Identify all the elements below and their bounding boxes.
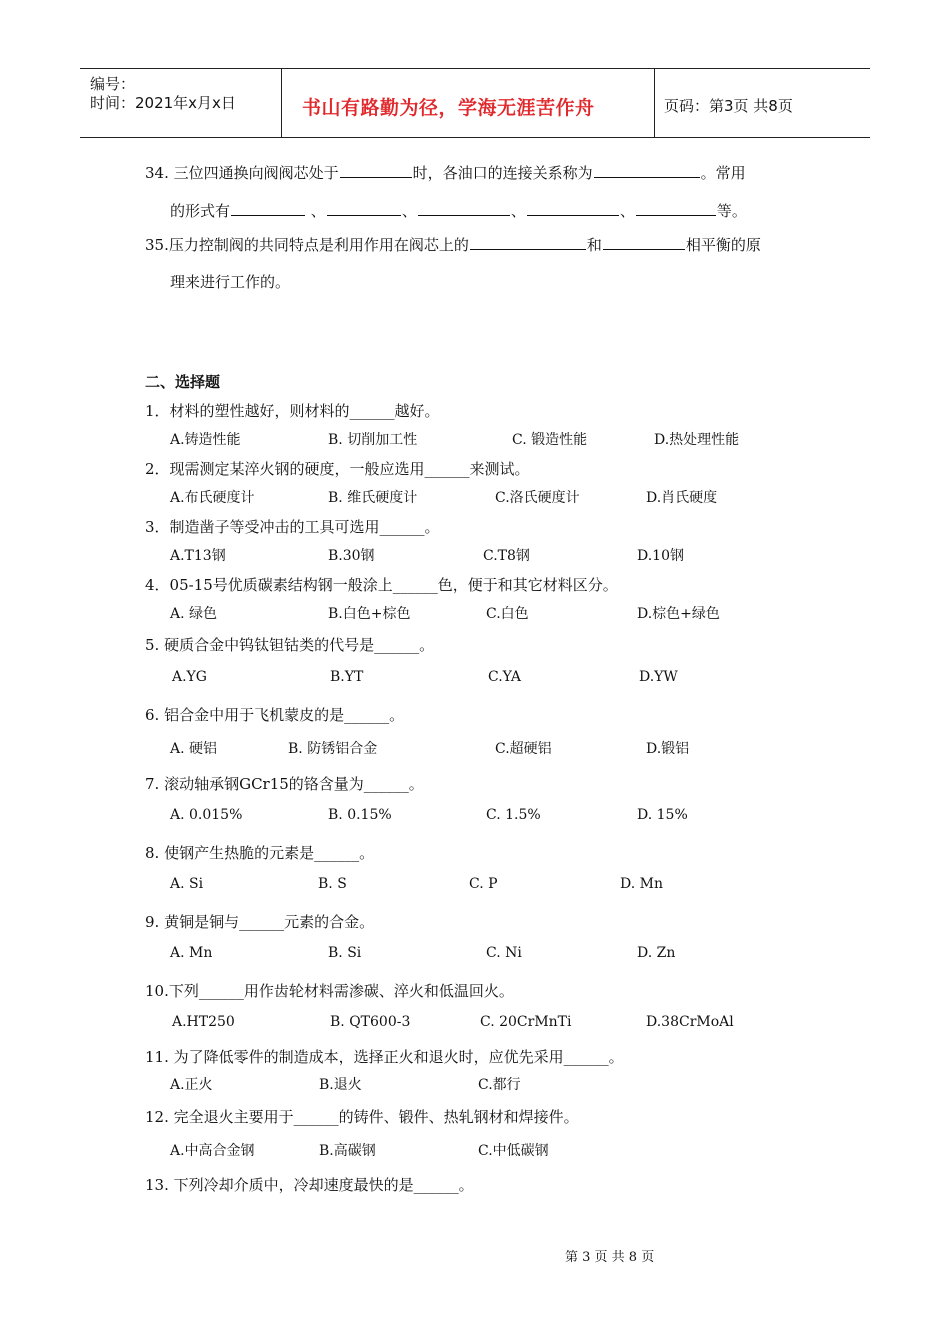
question-text: 2．现需测定某淬火钢的硬度，一般应选用______来测试。	[145, 460, 530, 478]
answer-blank[interactable]	[603, 235, 685, 250]
question-34-line-1: 34. 三位四通换向阀阀芯处于 时，各油口的连接关系称为 。常用	[145, 164, 746, 182]
answer-option[interactable]: C.中低碳钢	[478, 1143, 549, 1159]
question-text: 13. 下列冷却介质中，冷却速度最快的是______。	[145, 1176, 474, 1194]
answer-option[interactable]: A. 0.015%	[170, 807, 243, 823]
answer-option[interactable]: C.超硬铝	[495, 741, 552, 757]
answer-option[interactable]: A.布氏硬度计	[170, 490, 255, 506]
answer-option[interactable]: A.正火	[170, 1077, 213, 1093]
answer-option[interactable]: C. P	[469, 876, 498, 892]
answer-option[interactable]: A.YG	[172, 669, 207, 685]
question-text: 10.下列______用作齿轮材料需渗碳、淬火和低温回火。	[145, 982, 514, 1000]
answer-blank[interactable]	[527, 201, 619, 216]
answer-option[interactable]: D. Mn	[620, 876, 663, 892]
header-divider	[281, 69, 282, 137]
answer-option[interactable]: A.中高合金钢	[170, 1143, 255, 1159]
answer-option[interactable]: A.HT250	[172, 1014, 235, 1030]
answer-option[interactable]: B. 防锈铝合金	[288, 741, 378, 757]
header-motto: 书山有路勤为径，学海无涯苦作舟	[302, 97, 595, 119]
answer-option[interactable]: D. Zn	[637, 945, 676, 961]
answer-option[interactable]: D.棕色+绿色	[637, 606, 720, 622]
answer-option[interactable]: A.铸造性能	[170, 432, 241, 448]
answer-blank[interactable]	[470, 235, 586, 250]
answer-option[interactable]: A. 硬铝	[170, 741, 218, 757]
answer-option[interactable]: B.YT	[330, 669, 364, 685]
answer-option[interactable]: D.锻铝	[646, 741, 690, 757]
answer-option[interactable]: B. 维氏硬度计	[328, 490, 418, 506]
answer-option[interactable]: C.洛氏硬度计	[495, 490, 580, 506]
answer-option[interactable]: B.30钢	[328, 548, 375, 564]
question-text: 8. 使钢产生热脆的元素是______。	[145, 844, 375, 862]
answer-option[interactable]: C. 20CrMnTi	[480, 1014, 572, 1030]
section-title: 二、选择题	[145, 373, 221, 391]
answer-option[interactable]: A.T13钢	[170, 548, 226, 564]
document-date-label: 时间：2021年x月x日	[90, 94, 236, 112]
question-text: 12. 完全退火主要用于______的铸件、锻件、热轧钢材和焊接件。	[145, 1108, 579, 1126]
answer-blank[interactable]	[418, 201, 510, 216]
answer-option[interactable]: D.肖氏硬度	[646, 490, 718, 506]
question-35-line-1: 35.压力控制阀的共同特点是利用作用在阀芯上的 和 相平衡的原	[145, 236, 761, 254]
answer-option[interactable]: B. Si	[328, 945, 362, 961]
header-page-number: 页码：第3页 共8页	[664, 97, 793, 115]
answer-option[interactable]: D. 15%	[637, 807, 688, 823]
document-number-label: 编号：	[90, 75, 136, 93]
question-text: 3．制造凿子等受冲击的工具可选用______。	[145, 518, 440, 536]
answer-blank[interactable]	[327, 201, 401, 216]
question-text: 7. 滚动轴承钢GCr15的铬含量为______。	[145, 775, 424, 793]
answer-option[interactable]: D.YW	[639, 669, 678, 685]
answer-option[interactable]: C. 1.5%	[486, 807, 541, 823]
answer-option[interactable]: C.YA	[488, 669, 521, 685]
answer-option[interactable]: A. 绿色	[170, 606, 218, 622]
answer-option[interactable]: C. Ni	[486, 945, 522, 961]
answer-option[interactable]: C. 锻造性能	[512, 432, 588, 448]
answer-option[interactable]: B. 切削加工性	[328, 432, 418, 448]
answer-option[interactable]: B.高碳钢	[319, 1143, 376, 1159]
answer-option[interactable]: A. Mn	[170, 945, 213, 961]
answer-option[interactable]: C.都行	[478, 1077, 521, 1093]
answer-blank[interactable]	[231, 201, 305, 216]
answer-option[interactable]: C.T8钢	[483, 548, 530, 564]
question-34-line-2: 的形式有 、 、 、 、 等。	[170, 202, 747, 220]
question-text: 11. 为了降低零件的制造成本，选择正火和退火时，应优先采用______。	[145, 1048, 624, 1066]
page-footer: 第 3 页 共 8 页	[565, 1250, 655, 1265]
answer-blank[interactable]	[594, 163, 700, 178]
answer-option[interactable]: B. S	[318, 876, 347, 892]
answer-option[interactable]: A. Si	[170, 876, 204, 892]
answer-blank[interactable]	[636, 201, 716, 216]
answer-option[interactable]: D.热处理性能	[654, 432, 740, 448]
question-text: 1．材料的塑性越好，则材料的______越好。	[145, 402, 440, 420]
question-text: 9. 黄铜是铜与______元素的合金。	[145, 913, 375, 931]
question-text: 4．05-15号优质碳素结构钢一般涂上______色，便于和其它材料区分。	[145, 576, 618, 594]
page-header	[80, 68, 870, 138]
header-divider	[654, 69, 655, 137]
answer-option[interactable]: B. QT600-3	[330, 1014, 411, 1030]
answer-option[interactable]: D.38CrMoAl	[646, 1014, 734, 1030]
answer-option[interactable]: B.白色+棕色	[328, 606, 411, 622]
question-text: 5. 硬质合金中钨钛钽钴类的代号是______。	[145, 636, 435, 654]
answer-option[interactable]: D.10钢	[637, 548, 684, 564]
answer-blank[interactable]	[340, 163, 412, 178]
answer-option[interactable]: C.白色	[486, 606, 529, 622]
answer-option[interactable]: B. 0.15%	[328, 807, 392, 823]
answer-option[interactable]: B.退火	[319, 1077, 362, 1093]
question-text: 6. 铝合金中用于飞机蒙皮的是______。	[145, 706, 405, 724]
question-35-line-2: 理来进行工作的。	[170, 273, 291, 291]
